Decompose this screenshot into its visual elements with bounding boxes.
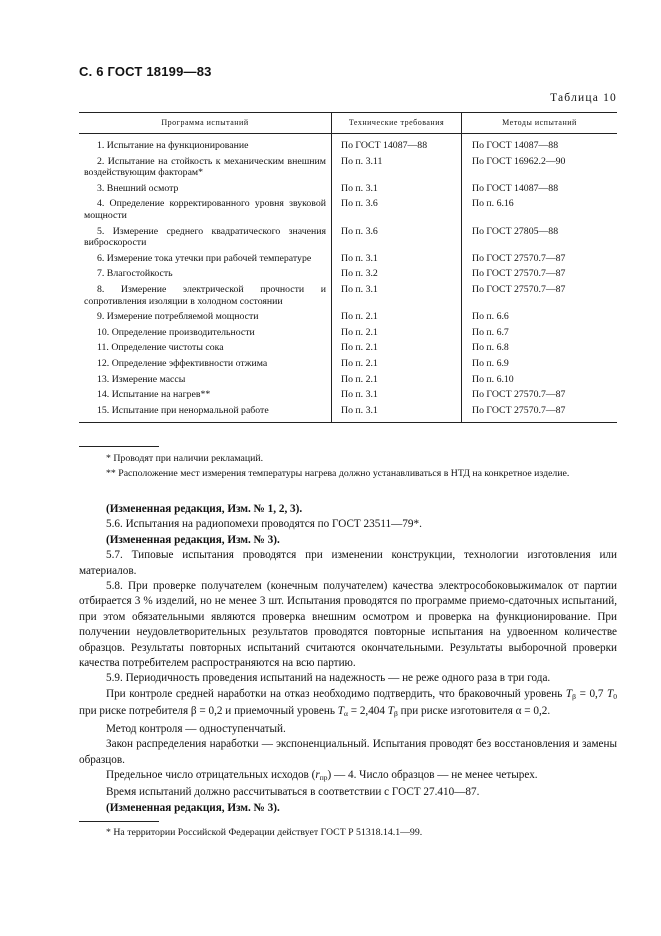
table-row — [79, 309, 617, 325]
method-cell: По п. 6.7 — [462, 325, 618, 341]
program-cell: 12. Определение эффективности отжима — [97, 357, 268, 369]
program-cell: 1. Испытание на функционирование — [97, 140, 249, 151]
requirement-cell: По п. 3.1 — [332, 181, 462, 197]
tests-table — [79, 112, 617, 423]
page-header: С. 6 ГОСТ 18199—83 — [79, 64, 212, 79]
method-cell: По п. 6.6 — [462, 309, 618, 325]
reliability-paragraph: При контроле средней наработки на отказ необходимо подтвердить, что браковочный уровень $T_\beta = 0,7$ $T_0$ при риске потребителя β = 0,2 и приемочный уровень $T_\alpha = 2,404$ $T_\beta$ при риске изготовителя α = 0,2. — [79, 687, 618, 719]
method-cell: По п. 6.16 — [462, 196, 618, 223]
requirement-cell: По п. 2.1 — [332, 309, 462, 325]
paragraph-5-7: 5.7. Типовые испытания проводятся при изменении конструкции, технологии изготовления или материалов. — [79, 549, 617, 577]
program-cell: 11. Определение чистоты сока — [97, 342, 224, 354]
column-header-program: Программа испытаний — [79, 113, 332, 134]
body-text — [79, 502, 617, 816]
requirement-cell: По п. 3.11 — [332, 154, 462, 181]
table-row — [79, 403, 617, 423]
control-method: Метод контроля — одноступенчатый. — [106, 722, 286, 735]
note-1: * Проводят при наличии рекламаций. — [106, 453, 264, 464]
requirement-cell: По п. 3.1 — [332, 251, 462, 267]
requirement-cell: По п. 3.6 — [332, 196, 462, 223]
page-footnote — [79, 827, 617, 838]
method-cell: По ГОСТ 27570.7—87 — [462, 282, 618, 309]
table-row — [79, 134, 617, 154]
method-cell: По ГОСТ 27805—88 — [462, 224, 618, 251]
requirement-cell: По п. 3.2 — [332, 266, 462, 282]
table-row — [79, 181, 617, 197]
failure-limit: Предельное число отрицательных исходов $(r_{пр})$ — 4. Число образцов — не менее четырех. — [106, 768, 538, 782]
table-row — [79, 372, 617, 388]
requirement-cell: По п. 2.1 — [332, 340, 462, 356]
requirement-cell: По ГОСТ 14087—88 — [332, 134, 462, 154]
table-caption: Таблица 10 — [550, 92, 617, 104]
program-cell: 7. Влагостойкость — [97, 268, 173, 280]
requirement-cell: По п. 3.1 — [332, 387, 462, 403]
distribution-law: Закон распределения наработки — экспоненциальный. Испытания проводят без восстановления и замены образцов. — [79, 738, 617, 766]
table-row — [79, 282, 617, 309]
revision-note-2: (Измененная редакция, Изм. № 3). — [106, 533, 280, 546]
test-time: Время испытаний должно рассчитываться в соответствии с ГОСТ 27.410—87. — [106, 786, 480, 799]
method-cell: По п. 6.9 — [462, 356, 618, 372]
table-notes — [79, 451, 617, 481]
table-row — [79, 340, 617, 356]
table-row — [79, 325, 617, 341]
method-cell: По п. 6.10 — [462, 372, 618, 388]
method-cell: По ГОСТ 16962.2—90 — [462, 154, 618, 181]
program-cell: 13. Измерение массы — [97, 373, 186, 385]
method-cell: По п. 6.8 — [462, 340, 618, 356]
paragraph-5-8: 5.8. При проверке получателем (конечным получателем) качества электрособоковыжималок от партии отбирается 3 % изделий, но не менее 3 шт. Испытания проводятся по программе приемо-сдаточных испытаний, при этом обязательными являются проверка внешним осмотром и проверка на функционирование. При получении неудовлетворительных результатов проводятся повторные испытания на удвоенном количестве образцов. Результаты повторных испытаний считаются окончательными. Результаты выборочной проверки качества потребителем распространяются на всю партию. — [79, 580, 617, 670]
table-row — [79, 266, 617, 282]
method-cell: По ГОСТ 14087—88 — [462, 134, 618, 154]
program-cell: 3. Внешний осмотр — [97, 182, 179, 194]
footer-separator — [79, 821, 159, 822]
requirement-cell: По п. 2.1 — [332, 372, 462, 388]
requirement-cell: По п. 3.1 — [332, 282, 462, 309]
requirement-cell: По п. 3.6 — [332, 224, 462, 251]
table-header-row — [79, 113, 617, 134]
program-cell: 15. Испытание при ненормальной работе — [79, 403, 332, 423]
column-header-methods: Методы испытаний — [462, 113, 618, 134]
method-cell: По ГОСТ 27570.7—87 — [462, 403, 618, 423]
notes-separator — [79, 446, 159, 447]
table-row — [79, 154, 617, 181]
program-cell: 8. Измерение электрической прочности и сопротивления изоляции в холодном состоянии — [84, 283, 326, 307]
paragraph-5-9: 5.9. Периодичность проведения испытаний на надежность — не реже одного раза в три года. — [106, 672, 551, 685]
method-cell: По ГОСТ 27570.7—87 — [462, 266, 618, 282]
note-2: ** Расположение мест измерения температуры нагрева должно устанавливаться в НТД на конкретное изделие. — [106, 468, 570, 479]
table-row — [79, 196, 617, 223]
method-cell: По ГОСТ 27570.7—87 — [462, 251, 618, 267]
program-cell: 4. Определение корректированного уровня звуковой мощности — [84, 198, 326, 221]
program-cell: 9. Измерение потребляемой мощности — [97, 311, 259, 323]
table-row — [79, 251, 617, 267]
requirement-cell: По п. 3.1 — [332, 403, 462, 423]
program-cell: 14. Испытание на нагрев** — [97, 389, 211, 401]
program-cell: 2. Испытание на стойкость к механическим внешним воздействующим факторам* — [84, 155, 326, 179]
program-cell: 6. Измерение тока утечки при рабочей температуре — [97, 252, 312, 264]
table-row — [79, 387, 617, 403]
column-header-requirements: Технические требования — [332, 113, 462, 134]
method-cell: По ГОСТ 14087—88 — [462, 181, 618, 197]
table-row — [79, 356, 617, 372]
requirement-cell: По п. 2.1 — [332, 356, 462, 372]
program-cell: 10. Определение производительности — [97, 326, 255, 338]
requirement-cell: По п. 2.1 — [332, 325, 462, 341]
table-row — [79, 224, 617, 251]
revision-note-3: (Измененная редакция, Изм. № 3). — [106, 801, 280, 814]
revision-note-1: (Измененная редакция, Изм. № 1, 2, 3). — [106, 503, 303, 515]
footnote-text: * На территории Российской Федерации действует ГОСТ Р 51318.14.1—99. — [106, 827, 423, 838]
program-cell: 5. Измерение среднего квадратического значения виброскорости — [84, 225, 326, 249]
paragraph-5-6: 5.6. Испытания на радиопомехи проводятся по ГОСТ 23511—79*. — [106, 518, 422, 531]
method-cell: По ГОСТ 27570.7—87 — [462, 387, 618, 403]
